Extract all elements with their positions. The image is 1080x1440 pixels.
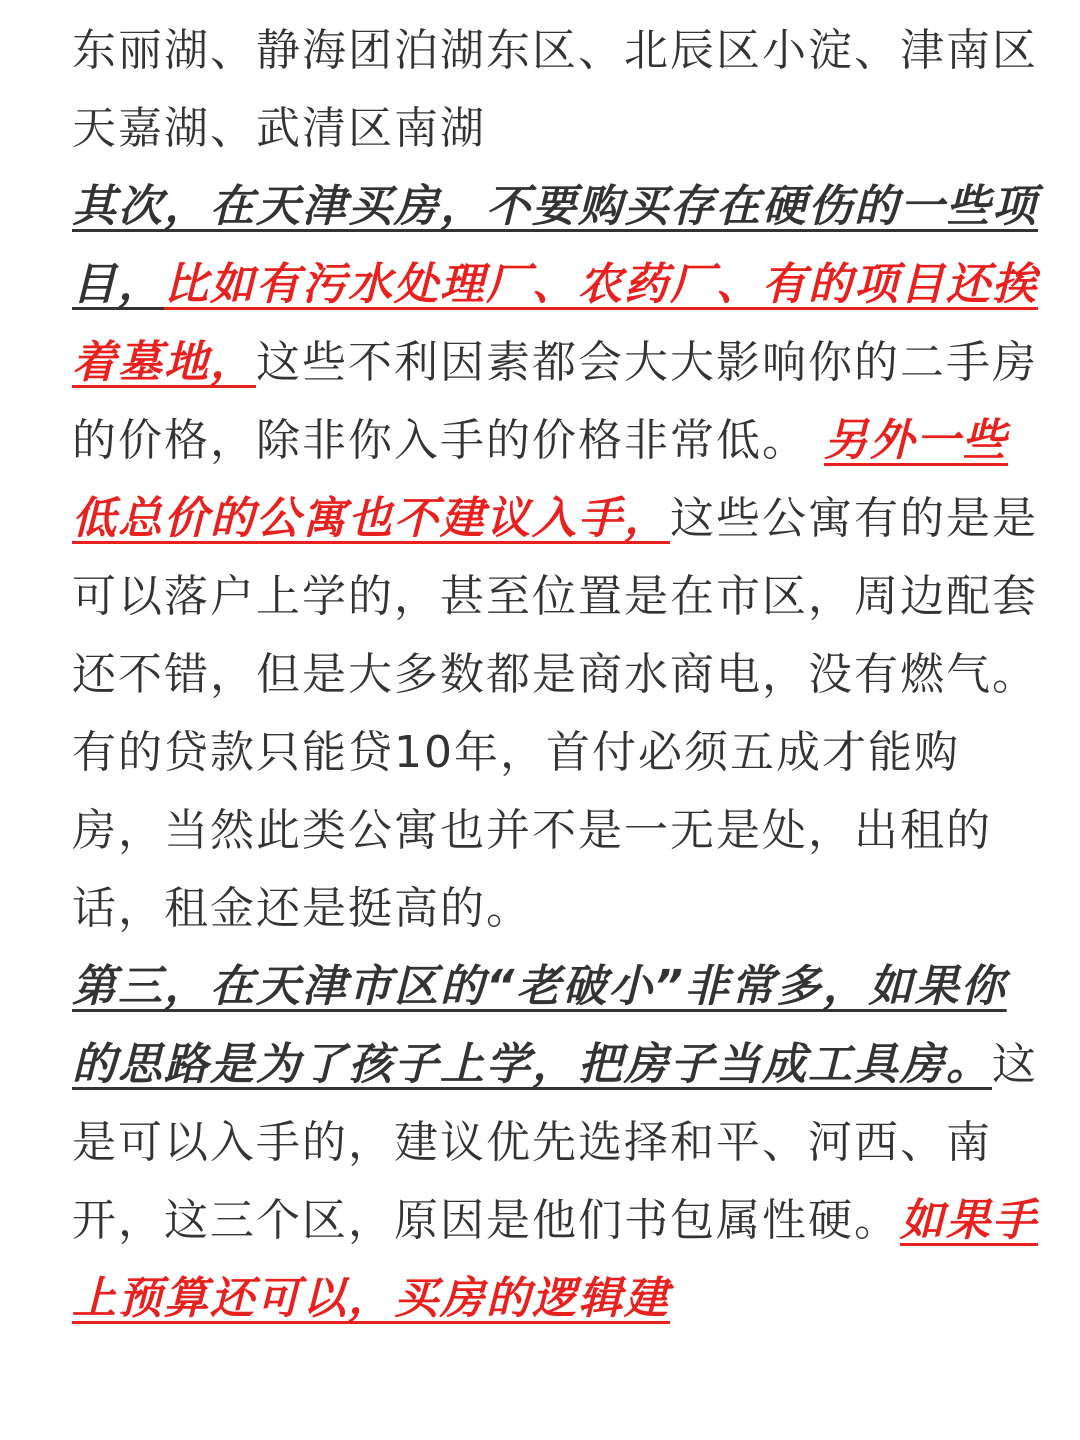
second-point-examples: 比如有污水处理厂、农药厂、有的项目还挨着墓地， [72, 259, 1038, 388]
paragraph-second-point [72, 168, 1040, 948]
paragraph-lake-areas [72, 12, 1040, 168]
second-point-explanation: 这些不利因素都会大大影响你的二手房的价格，除非你入手的价格非常低。 [72, 337, 1038, 466]
third-point-explanation: 这是可以入手的，建议优先选择和平、河西、南开，这三个区，原因是他们书包属性硬。 [72, 1039, 1038, 1246]
apartment-explanation: 这些公寓有的是是可以落户上学的，甚至位置是在市区，周边配套还不错，但是大多数都是商水商电，没有燃气。有的贷款只能贷10年，首付必须五成才能购房，当然此类公寓也并不是一无是处，出租的话，租金还是挺高的。 [72, 493, 1038, 934]
lake-areas-text: 东丽湖、静海团泊湖东区、北辰区小淀、津南区天嘉湖、武清区南湖 [72, 25, 1038, 154]
third-point-budget-advice: 如果手上预算还可以，买房的逻辑建 [72, 1195, 1038, 1324]
third-point-heading: 第三，在天津市区的“老破小”非常多，如果你的思路是为了孩子上学，把房子当成工具房。 [72, 961, 1007, 1090]
second-point-heading: 其次，在天津买房，不要购买存在硬伤的一些项目， [72, 181, 1038, 310]
article-body [72, 12, 1040, 1338]
apartment-warning: 另外一些低总价的公寓也不建议入手， [72, 415, 1008, 544]
paragraph-third-point [72, 948, 1040, 1338]
